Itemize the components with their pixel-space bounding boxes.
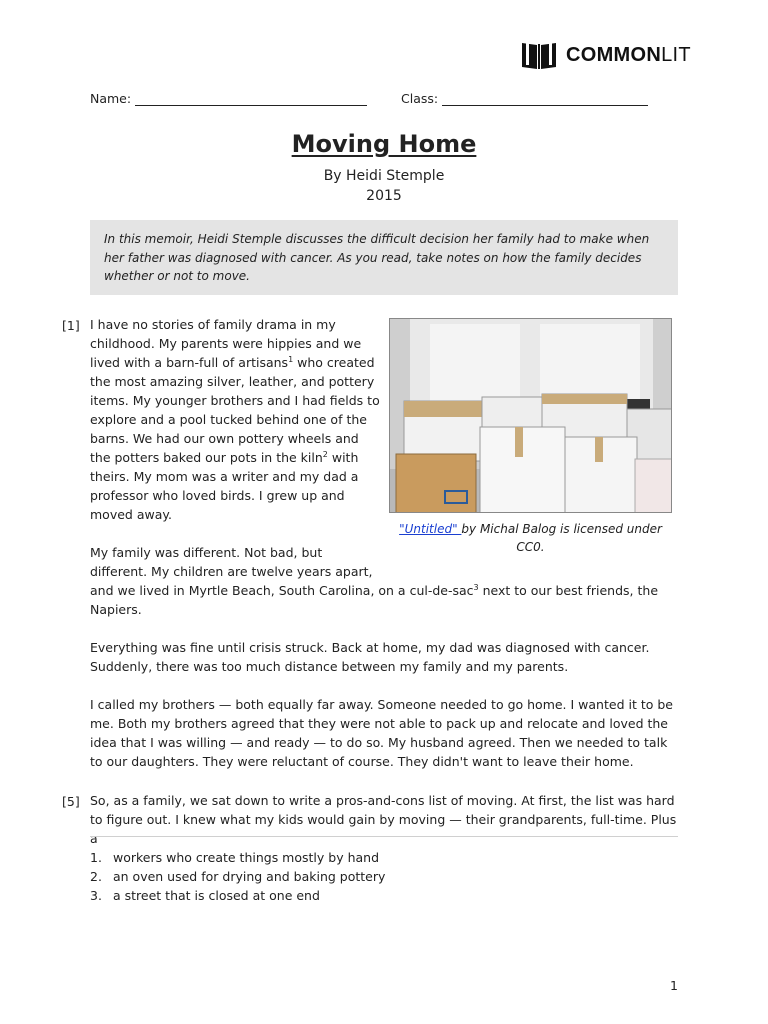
commonlit-logo bbox=[520, 40, 691, 70]
page-title: Moving Home bbox=[291, 130, 477, 158]
footnote-item: 2. an oven used for drying and baking pottery bbox=[90, 869, 386, 884]
name-label: Name: bbox=[90, 91, 132, 106]
year: 2015 bbox=[366, 188, 402, 204]
footnotes bbox=[90, 848, 385, 905]
paragraph-1: I have no stories of family drama in my childhood. My parents were hippies and we lived with a barn-full of artisans$^1$ who created the most amazing silver, leather, and pottery items. My younger brothers and I had fields to explore and a pool tucked behind one of the barns. We had our own pottery wheels and the potters baked our pots in the kiln$^2$ with theirs. My mom was a writer and my dad a professor who loved birds. I grew up and moved away. bbox=[90, 317, 380, 522]
footnote-item: 3. a street that is closed at one end bbox=[90, 888, 320, 903]
class-blank[interactable] bbox=[442, 91, 648, 106]
photo-credit-link[interactable]: "Untitled" bbox=[399, 522, 462, 536]
footnote-item: 1. workers who create things mostly by hand bbox=[90, 850, 380, 865]
name-field-row bbox=[90, 91, 367, 106]
author: By Heidi Stemple bbox=[323, 168, 445, 184]
paragraph-2: My family was different. Not bad, but different. My children are twelve years apart, and we lived in Myrtle Beach, South Carolina, on a cul-de-sac$^3$ next to our best friends, the Napiers. bbox=[90, 545, 659, 617]
name-blank[interactable] bbox=[135, 91, 367, 106]
moving-boxes-photo bbox=[389, 318, 672, 513]
logo-wordmark: COMMONLIT bbox=[566, 43, 691, 66]
open-book-icon bbox=[520, 40, 558, 70]
class-label: Class: bbox=[401, 91, 439, 106]
intro-box: In this memoir, Heidi Stemple discusses the difficult decision her family had to make when her father was diagnosed with cancer. As you read, take notes on how the family decides whether or not to move. bbox=[90, 220, 678, 295]
class-field-row bbox=[401, 91, 648, 106]
footnote-marker: 3 bbox=[473, 582, 479, 592]
paragraph-number: [1] bbox=[62, 318, 80, 333]
byline bbox=[0, 166, 768, 206]
footnote-divider bbox=[90, 836, 678, 837]
paragraph-3: Everything was fine until crisis struck. Back at home, my dad was diagnosed with cancer. Suddenly, there was too much distance between my family and my parents. bbox=[90, 640, 650, 674]
page-number: 1 bbox=[670, 978, 678, 993]
photo-caption: "Untitled" by Michal Balog is licensed under CC0. bbox=[399, 522, 662, 554]
paragraph-4: I called my brothers — both equally far away. Someone needed to go home. I wanted it to be me. Both my brothers agreed that they were not able to pack up and relocate and loved the idea that I was willing — and ready — to do so. My husband agreed. Then we needed to talk to our daughters. They were reluctant of course. They didn't want to leave their home. bbox=[90, 697, 673, 769]
footnote-marker: 1 bbox=[288, 354, 294, 364]
footnote-marker: 2 bbox=[322, 449, 328, 459]
paragraph-number: [5] bbox=[62, 794, 80, 809]
paragraph-5: So, as a family, we sat down to write a pros-and-cons list of moving. At first, the list was hard to figure out. I knew what my kids would gain by moving — their grandparents, full-time. Plus a bbox=[90, 793, 677, 846]
